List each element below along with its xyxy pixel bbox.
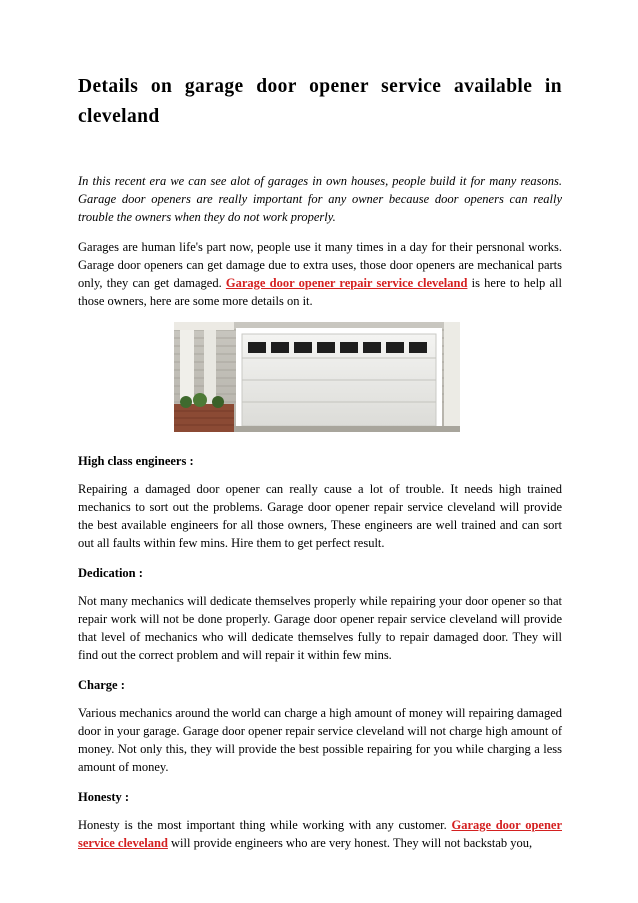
- section-heading-dedication: Dedication :: [78, 566, 143, 580]
- section-body-dedication: Not many mechanics will dedicate themselves properly while repairing your door opener so that repair work will not be done properly. Garage door opener repair service cleveland will provide that level of mechanics who will dedicate themselves fully to repair damaged door. They will find out the correct problem and will repair it within few mins.: [78, 594, 562, 662]
- opener-service-link[interactable]: Garage door opener service cleveland: [78, 818, 562, 850]
- section-heading-honesty: Honesty :: [78, 790, 130, 804]
- section-heading-charge: Charge :: [78, 678, 125, 692]
- section-body-engineers: Repairing a damaged door opener can really cause a lot of trouble. It needs high trained mechanics to sort out the problems. Garage door opener repair service cleveland will provide the best available engineers for all those owners, These engineers are well trained and can sort out all faults within few mins. Hire them to get perfect result.: [78, 482, 562, 550]
- intro-paragraph: In this recent era we can see alot of garages in own houses, people build it for many reasons. Garage door openers are really important for any owner because door openers can really trouble the owners when they do not work properly.: [78, 174, 562, 224]
- paragraph-1: [78, 238, 562, 310]
- paragraph-1-after: is here to help all those owners, here are some more details on it.: [78, 276, 562, 308]
- section-body-honesty: [78, 816, 562, 852]
- document-title: Details on garage door opener service available in cleveland: [78, 76, 562, 127]
- honesty-text-before: Honesty is the most important thing while working with any customer.: [78, 818, 452, 832]
- garage-door-illustration: [174, 322, 460, 432]
- repair-service-link[interactable]: Garage door opener repair service cleveland: [225, 276, 468, 290]
- document-page: [78, 72, 562, 864]
- paragraph-1-text: Garages are human life's part now, people use it many times in a day for their persnonal works. Garage door openers can get damage due to extra uses, those door openers are mechanical parts only, they can get damaged.: [78, 240, 562, 290]
- section-body-charge: Various mechanics around the world can charge a high amount of money will repairing damaged door in your garage. Garage door opener repair service cleveland will not charge high amount of money. Not only this, they will provide the best possible repairing for you while charging a less amount of money.: [78, 706, 562, 774]
- honesty-text-after: will provide engineers who are very honest. They will not backstab you,: [167, 836, 533, 850]
- section-heading-engineers: High class engineers :: [78, 454, 194, 468]
- garage-door-photo: [174, 322, 460, 432]
